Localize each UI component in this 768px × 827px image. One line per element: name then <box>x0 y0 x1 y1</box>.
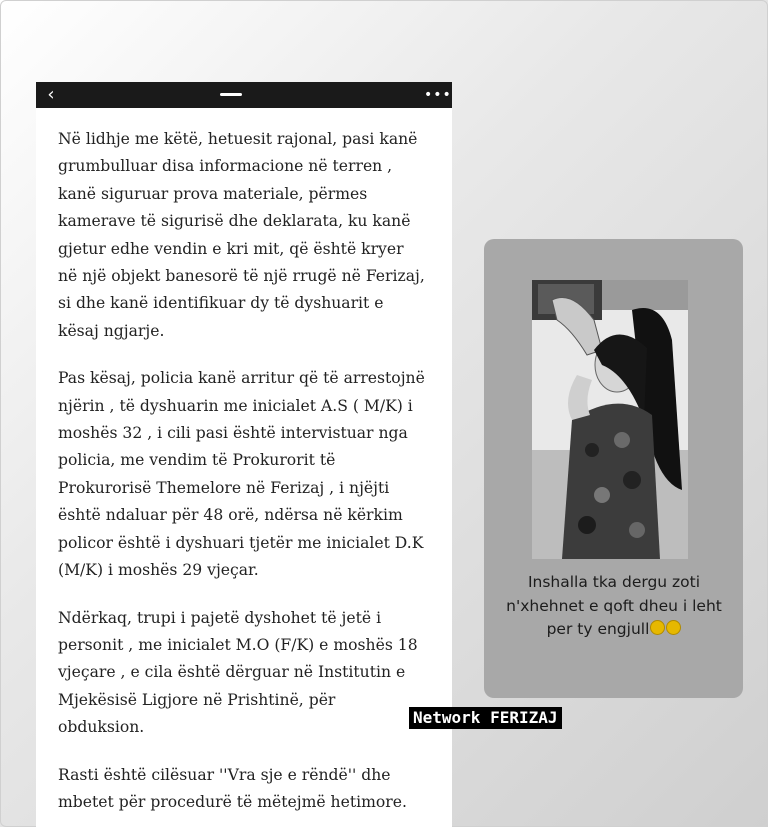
pleading-face-icon <box>650 620 665 635</box>
article-paragraph: Pas kësaj, policia kanë arritur që të arrestojnë njërin , të dyshuarin me inicialet A.S ( M/K) i moshës 32 , i cili pasi është intervistuar nga policia, me vendim të Prokurorit të Prokurorisë Themelore në Ferizaj , i njëjti është ndaluar për 48 orë, ndërsa në kërkim policor është i dyshuari tjetër me inicialet D.K (M/K) i moshës 29 vjeçar. <box>58 369 425 580</box>
drag-handle[interactable] <box>220 93 242 96</box>
story-photo <box>532 280 688 559</box>
story-card <box>484 239 743 698</box>
article-paragraph: Në lidhje me këtë, hetuesit rajonal, pasi kanë grumbulluar disa informacione në terren , kanë siguruar prova materiale, përmes kamerave të sigurisë dhe deklarata, ku kanë gjetur edhe vendin e kri mit, që është kryer në një objekt banesorë të një rrugë në Ferizaj, si dhe kanë identifikuar dy të dyshuarit e kësaj ngjarje. <box>58 130 425 340</box>
story-caption <box>498 571 730 642</box>
watermark-label: Network FERIZAJ <box>409 707 562 729</box>
article-body <box>36 108 452 816</box>
portrait-image <box>532 280 688 559</box>
article-toolbar <box>36 82 452 108</box>
more-horizontal-icon[interactable]: ••• <box>424 87 452 103</box>
story-caption-text: Inshalla tka dergu zoti n'xhehnet e qoft dheu i leht per ty engjull <box>506 573 722 638</box>
crying-face-icon <box>666 620 681 635</box>
article-paragraph: Rasti është cilësuar ''Vra sje e rëndë'' dhe mbetet për procedurë të mëtejmë hetimore. <box>58 765 407 811</box>
chevron-left-icon[interactable]: ‹ <box>47 84 55 105</box>
article-panel <box>36 82 452 827</box>
article-paragraph: Ndërkaq, trupi i pajetë dyshohet të jetë i personit , me inicialet M.O (F/K) e moshës 18 vjeçare , e cila është dërguar në Institutin e Mjekësisë Ligjore në Prishtinë, për obduksion. <box>58 608 418 737</box>
